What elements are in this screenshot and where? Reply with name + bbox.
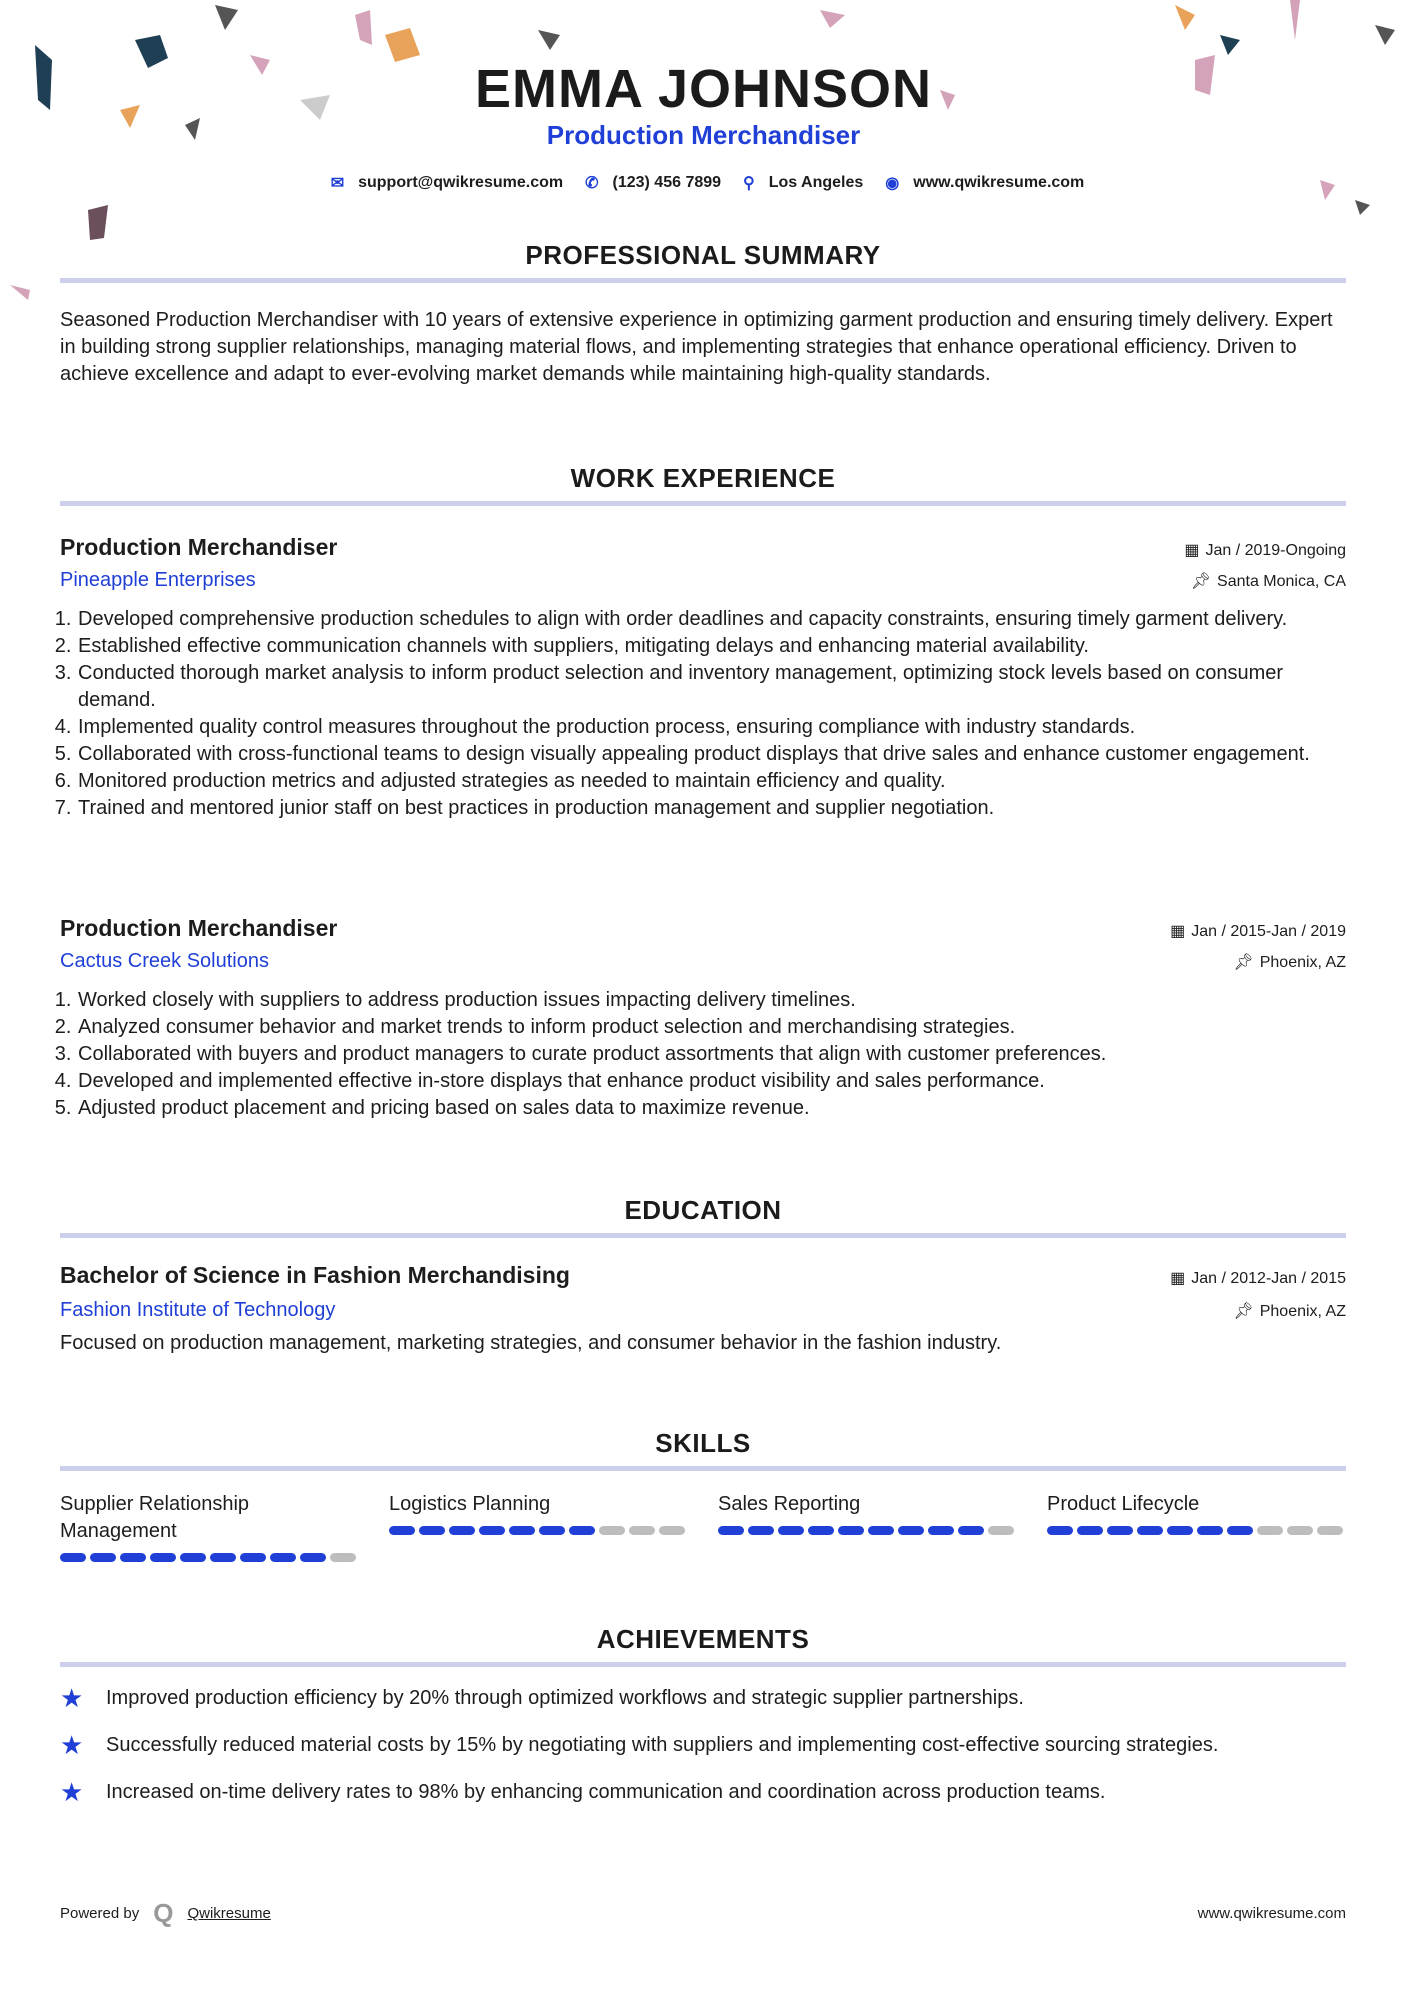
section-divider	[60, 278, 1346, 283]
degree: Bachelor of Science in Fashion Merchandising	[60, 1262, 570, 1288]
skills-section	[60, 1428, 1346, 1562]
contact-phone: (123) 456 7899	[612, 174, 722, 191]
section-heading: PROFESSIONAL SUMMARY	[525, 240, 881, 270]
bullet: 6. Monitored production metrics and adjusted strategies as needed to maintain efficiency and quality.	[77, 768, 1346, 795]
section-heading: SKILLS	[655, 1428, 751, 1458]
skill-level-segment	[1167, 1526, 1193, 1535]
job-bullets	[60, 987, 1346, 1122]
skill-level-segment	[898, 1526, 924, 1535]
contact-email[interactable]: support@qwikresume.com	[358, 174, 564, 191]
job-bullets	[60, 606, 1346, 822]
bullet: 3. Conducted thorough market analysis to inform product selection and inventory management, optimizing stock levels based on consumer demand.	[77, 660, 1346, 714]
job-entry	[60, 915, 1346, 1122]
achievement-item	[60, 1777, 1346, 1808]
job-location: Phoenix, AZ	[1259, 954, 1346, 971]
candidate-title: Production Merchandiser	[546, 120, 861, 150]
job-dates: Jan / 2015-Jan / 2019	[1191, 923, 1346, 940]
qwikresume-logo-icon: Q	[153, 1898, 174, 1928]
skill-level-segment	[210, 1553, 236, 1562]
bullet: 2. Analyzed consumer behavior and market trends to inform product selection and merchandising strategies.	[77, 1014, 1346, 1041]
school-name: Fashion Institute of Technology	[60, 1299, 336, 1321]
skill-level-segment	[539, 1526, 565, 1535]
achievement-item	[60, 1730, 1346, 1761]
skill-name: Supplier Relationship Management	[60, 1493, 250, 1542]
map-marker-icon: ⚲	[743, 175, 755, 192]
skill-level-segment	[988, 1526, 1014, 1535]
skill-level-segment	[60, 1553, 86, 1562]
bullet: 4. Implemented quality control measures throughout the production process, ensuring compliance with industry standards.	[77, 714, 1346, 741]
skill-name: Product Lifecycle	[1047, 1493, 1200, 1515]
skill-level-segment	[659, 1526, 685, 1535]
skill-level-segment	[449, 1526, 475, 1535]
powered-by-label: Powered by	[60, 1905, 140, 1922]
contact-bar	[0, 173, 1407, 193]
phone-icon: ✆	[585, 175, 599, 192]
bullet: 7. Trained and mentored junior staff on best practices in production management and supplier negotiation.	[77, 795, 1346, 822]
skill-level-segment	[599, 1526, 625, 1535]
calendar-icon: ▦	[1170, 923, 1186, 940]
bullet: 5. Adjusted product placement and pricing based on sales data to maximize revenue.	[77, 1095, 1346, 1122]
skill-level-segment	[419, 1526, 445, 1535]
skill-level-segment	[1317, 1526, 1343, 1535]
skill-level-segment	[330, 1553, 356, 1562]
skill-level-segment	[1077, 1526, 1103, 1535]
achievements-section	[60, 1624, 1346, 1808]
summary-text: Seasoned Production Merchandiser with 10 years of extensive experience in optimizing garment production and ensuring timely delivery. Expert in building strong supplier relationships, managing material flows, and implementing strategies that enhance operational efficiency. Driven to achieve excellence and adapt to ever-evolving market demands while maintaining high-quality standards.	[60, 309, 1333, 385]
footer-url[interactable]: www.qwikresume.com	[1197, 1905, 1346, 1922]
skill-level-segment	[778, 1526, 804, 1535]
skill-level-bar	[1047, 1526, 1346, 1535]
skill-item	[60, 1491, 359, 1562]
skill-level-segment	[120, 1553, 146, 1562]
skill-level-segment	[838, 1526, 864, 1535]
skill-item	[389, 1491, 688, 1562]
skill-level-segment	[1257, 1526, 1283, 1535]
education-description: Focused on production management, marketing strategies, and consumer behavior in the fashion industry.	[60, 1332, 1002, 1354]
skill-level-bar	[60, 1553, 359, 1562]
bullet: 4. Developed and implemented effective in-store displays that enhance product visibility and sales performance.	[77, 1068, 1346, 1095]
skill-level-segment	[1197, 1526, 1223, 1535]
contact-website[interactable]: www.qwikresume.com	[913, 174, 1085, 191]
achievement-text: Improved production efficiency by 20% through optimized workflows and strategic supplier partnerships.	[106, 1687, 1024, 1709]
pin-icon: 📌︎	[1233, 954, 1254, 971]
company-name: Cactus Creek Solutions	[60, 950, 269, 972]
skill-level-segment	[389, 1526, 415, 1535]
job-dates: Jan / 2019-Ongoing	[1205, 542, 1346, 559]
star-icon: ★	[60, 1730, 84, 1760]
education-dates: Jan / 2012-Jan / 2015	[1191, 1270, 1346, 1287]
skill-level-segment	[808, 1526, 834, 1535]
bullet: 3. Collaborated with buyers and product managers to curate product assortments that align with customer preferences.	[77, 1041, 1346, 1068]
section-heading: ACHIEVEMENTS	[596, 1624, 810, 1654]
skill-level-segment	[928, 1526, 954, 1535]
skill-level-segment	[240, 1553, 266, 1562]
job-location: Santa Monica, CA	[1217, 573, 1346, 590]
calendar-icon: ▦	[1170, 1270, 1186, 1287]
skill-name: Sales Reporting	[718, 1493, 861, 1515]
skill-level-segment	[180, 1553, 206, 1562]
globe-icon: ◉	[885, 175, 900, 192]
calendar-icon: ▦	[1184, 542, 1200, 559]
education-location: Phoenix, AZ	[1259, 1303, 1346, 1320]
envelope-icon: ✉	[330, 175, 345, 192]
pin-icon: 📌︎	[1233, 1303, 1254, 1320]
section-divider	[60, 1662, 1346, 1667]
skill-level-segment	[150, 1553, 176, 1562]
section-divider	[60, 501, 1346, 506]
skill-level-segment	[270, 1553, 296, 1562]
job-title: Production Merchandiser	[60, 915, 338, 941]
skill-level-segment	[1227, 1526, 1253, 1535]
skill-level-segment	[958, 1526, 984, 1535]
skill-level-segment	[479, 1526, 505, 1535]
job-entry	[60, 534, 1346, 822]
company-name: Pineapple Enterprises	[60, 569, 256, 591]
skill-level-segment	[868, 1526, 894, 1535]
footer	[60, 1898, 1346, 1929]
achievement-text: Successfully reduced material costs by 15% by negotiating with suppliers and implementing cost-effective sourcing strategies.	[106, 1734, 1219, 1756]
star-icon: ★	[60, 1777, 84, 1807]
skill-level-bar	[389, 1526, 688, 1535]
skill-level-segment	[1287, 1526, 1313, 1535]
skill-level-segment	[300, 1553, 326, 1562]
section-heading: WORK EXPERIENCE	[570, 463, 836, 493]
achievement-item	[60, 1683, 1346, 1714]
qwikresume-link[interactable]: Qwikresume	[187, 1905, 271, 1922]
skill-name: Logistics Planning	[389, 1493, 551, 1515]
bullet: 1. Developed comprehensive production schedules to align with order deadlines and capacity constraints, ensuring timely garment delivery.	[77, 606, 1346, 633]
skill-level-segment	[509, 1526, 535, 1535]
skill-level-segment	[629, 1526, 655, 1535]
skill-level-segment	[1107, 1526, 1133, 1535]
skill-level-bar	[718, 1526, 1017, 1535]
section-divider	[60, 1233, 1346, 1238]
skill-level-segment	[718, 1526, 744, 1535]
experience-section	[60, 463, 1346, 506]
job-title: Production Merchandiser	[60, 534, 338, 560]
skill-level-segment	[748, 1526, 774, 1535]
bullet: 5. Collaborated with cross-functional teams to design visually appealing product displays that drive sales and enhance customer engagement.	[77, 741, 1346, 768]
candidate-name: EMMA JOHNSON	[474, 59, 933, 119]
education-section	[60, 1195, 1346, 1357]
pin-icon: 📌︎	[1190, 573, 1212, 590]
contact-location: Los Angeles	[768, 174, 864, 191]
skill-item	[1047, 1491, 1346, 1562]
section-heading: EDUCATION	[624, 1195, 782, 1225]
skill-level-segment	[569, 1526, 595, 1535]
skill-level-segment	[1137, 1526, 1163, 1535]
star-icon: ★	[60, 1683, 84, 1713]
skill-item	[718, 1491, 1017, 1562]
bullet: 2. Established effective communication channels with suppliers, mitigating delays and enhancing material availability.	[77, 633, 1346, 660]
skill-level-segment	[1047, 1526, 1073, 1535]
skill-level-segment	[90, 1553, 116, 1562]
summary-section	[60, 240, 1346, 388]
bullet: 1. Worked closely with suppliers to address production issues impacting delivery timelines.	[77, 987, 1346, 1014]
achievement-text: Increased on-time delivery rates to 98% by enhancing communication and coordination across production teams.	[106, 1781, 1106, 1803]
section-divider	[60, 1466, 1346, 1471]
